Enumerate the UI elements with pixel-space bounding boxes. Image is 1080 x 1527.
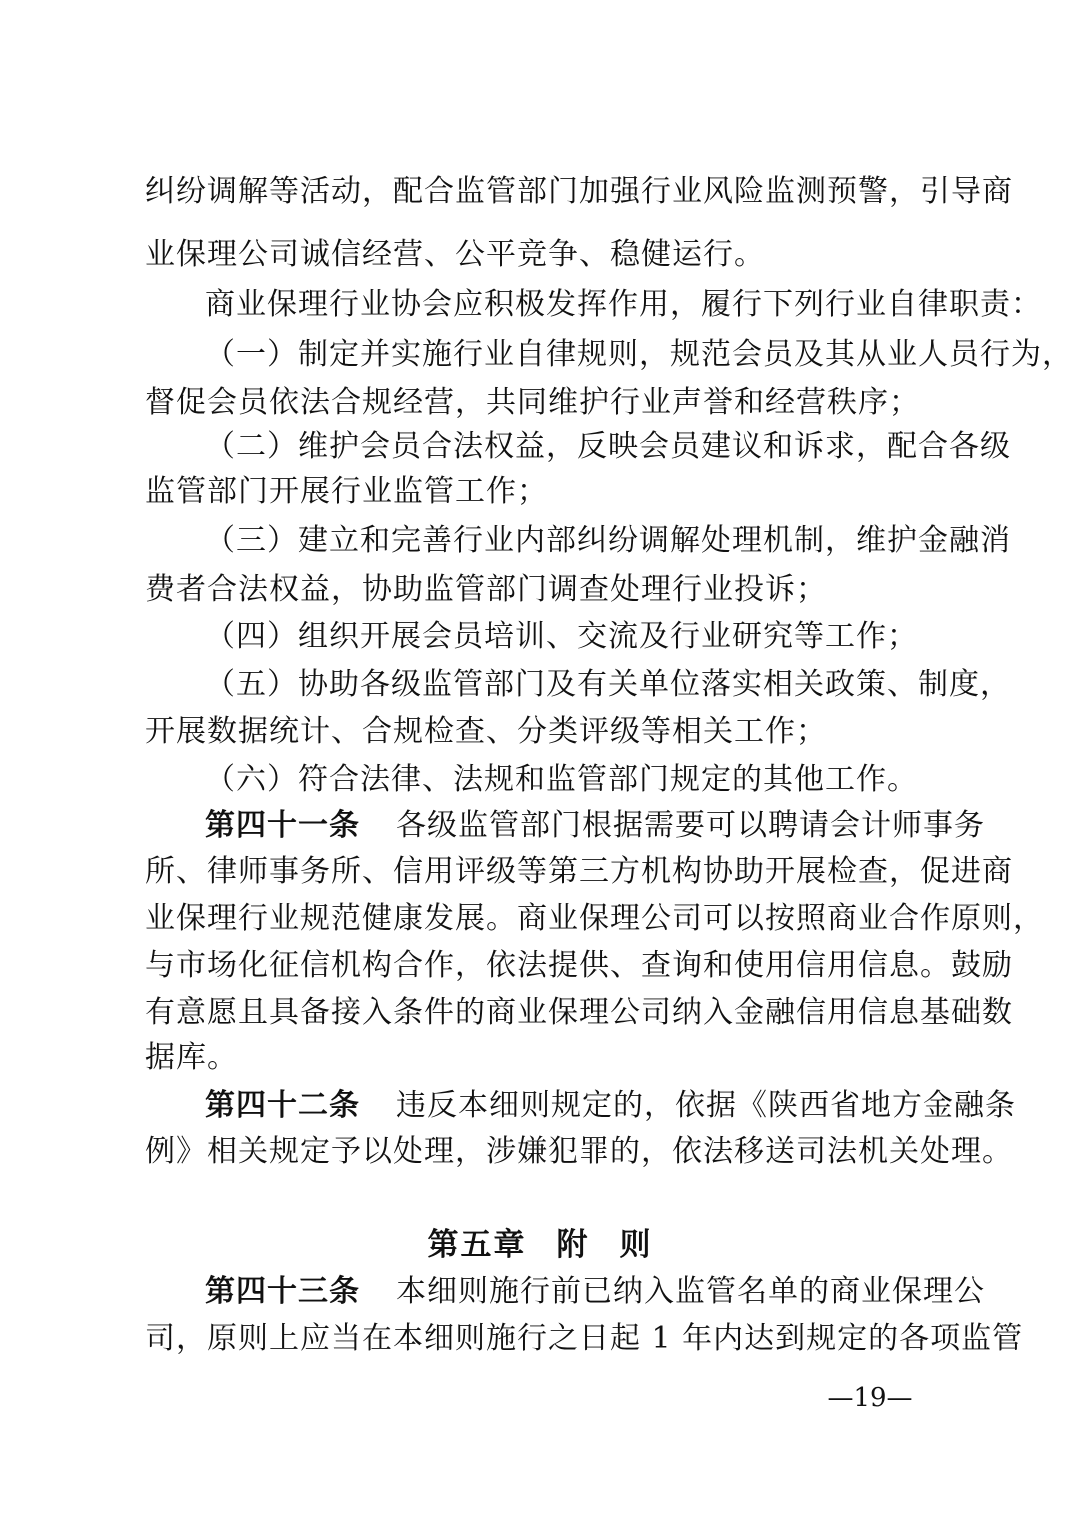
article-42-heading: 第四十二条 (205, 1088, 360, 1123)
article-41-text: 各级监管部门根据需要可以聘请会计师事务 (396, 808, 985, 843)
page-number: —19— (827, 1383, 913, 1413)
chapter-name-2: 则 (619, 1227, 653, 1263)
article-43-text: 本细则施行前已纳入监管名单的商业保理公 (396, 1274, 985, 1309)
body-line: 督促会员依法合规经营，共同维护行业声誉和经营秩序； (145, 385, 920, 420)
body-line: 开展数据统计、合规检查、分类评级等相关工作； (145, 714, 827, 749)
body-line: （四）组织开展会员培训、交流及行业研究等工作； (205, 619, 918, 654)
body-line: 与市场化征信机构合作，依法提供、查询和使用信用信息。鼓励 (145, 948, 1013, 983)
chapter-number: 第五章 (427, 1227, 527, 1263)
article-41-heading: 第四十一条 (205, 808, 360, 843)
body-line: （三）建立和完善行业内部纠纷调解处理机制，维护金融消 (205, 523, 1011, 558)
body-line: 据库。 (145, 1040, 238, 1075)
body-line: （五）协助各级监管部门及有关单位落实相关政策、制度， (205, 667, 1011, 702)
body-line: 有意愿且具备接入条件的商业保理公司纳入金融信用信息基础数 (145, 995, 1013, 1030)
article-42-first-line (205, 1084, 1016, 1128)
body-line: 业保理公司诚信经营、公平竞争、稳健运行。 (145, 237, 765, 272)
article-43-heading: 第四十三条 (205, 1274, 360, 1309)
body-line: 商业保理行业协会应积极发挥作用，履行下列行业自律职责： (205, 287, 1042, 322)
body-line: 纠纷调解等活动，配合监管部门加强行业风险监测预警，引导商 (145, 174, 1013, 209)
body-line: （六）符合法律、法规和监管部门规定的其他工作。 (205, 762, 918, 797)
body-line: 例》相关规定予以处理，涉嫌犯罪的，依法移送司法机关处理。 (145, 1134, 1013, 1169)
body-line: 所、律师事务所、信用评级等第三方机构协助开展检查，促进商 (145, 854, 1013, 889)
article-42-text: 违反本细则规定的，依据《陕西省地方金融条 (396, 1088, 1016, 1123)
article-43-first-line (205, 1270, 985, 1314)
body-line: （一）制定并实施行业自律规则，规范会员及其从业人员行为， (205, 337, 1073, 372)
chapter-title (0, 1222, 1080, 1268)
body-line: （二）维护会员合法权益，反映会员建议和诉求，配合各级 (205, 429, 1011, 464)
body-line: 监管部门开展行业监管工作； (145, 474, 548, 509)
body-line: 费者合法权益，协助监管部门调查处理行业投诉； (145, 572, 827, 607)
chapter-name-1: 附 (556, 1227, 590, 1263)
article-41-first-line (205, 804, 985, 848)
body-line: 司，原则上应当在本细则施行之日起 1 年内达到规定的各项监管 (145, 1321, 1024, 1356)
body-line: 业保理行业规范健康发展。商业保理公司可以按照商业合作原则， (145, 901, 1044, 936)
